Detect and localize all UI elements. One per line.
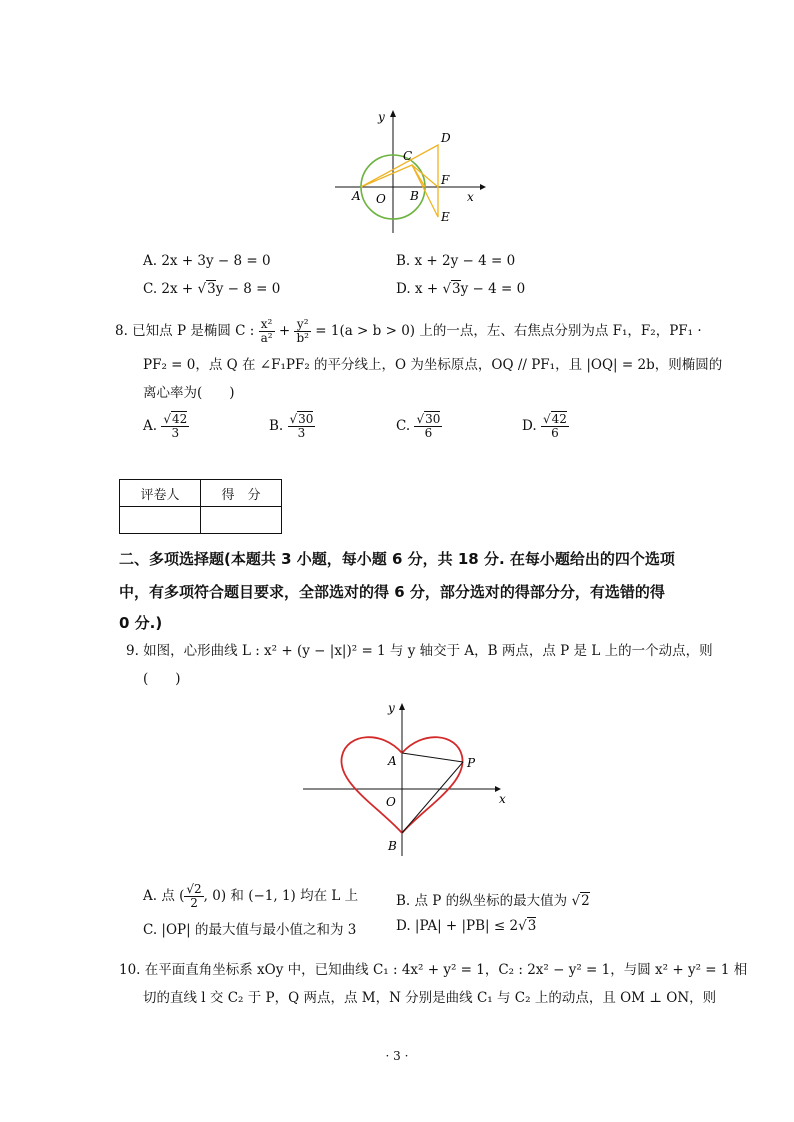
label-o: O — [386, 795, 396, 809]
q8-option-d-frac: $\frac{√42}{6}$ — [542, 412, 567, 440]
q9-option-a-post: , 0) 和 (−1, 1) 均在 L 上 — [203, 888, 359, 904]
label-a: A — [352, 189, 361, 203]
q9-option-d: D. |PA| + |PB| ≤ 2√3 — [396, 918, 537, 934]
q8-option-c-rad: 30 — [425, 412, 441, 426]
q9-option-b-rad: 2 — [581, 893, 590, 909]
q8-frac2-den: b² — [296, 331, 309, 345]
q9-option-a-frac — [184, 883, 203, 910]
y-axis-arrow — [390, 110, 396, 117]
q9-line1: 9. 如图，心形曲线 L : x² + (y − |x|)² = 1 与 y 轴交于 A，B 两点，点 P 是 L 上的一个动点，则 — [126, 643, 713, 659]
q8-option-d — [522, 413, 569, 440]
q8-frac2-num: y² — [294, 318, 311, 332]
q8-option-c — [396, 413, 442, 440]
q7-option-c-post: y − 8 = 0 — [215, 281, 281, 297]
section2-line1: 二、多项选择题(本题共 3 小题，每小题 6 分，共 18 分. 在每小题给出的四个选项 — [119, 550, 675, 568]
q8-intro: 8. 已知点 P 是椭圆 C : — [115, 323, 259, 339]
q8-line3: 离心率为( ) — [143, 385, 235, 401]
q8-option-b-frac: $\frac{√30}{3}$ — [289, 412, 314, 440]
q8-option-d-den: 6 — [551, 426, 559, 440]
q8-option-d-letter: D. — [522, 418, 541, 434]
q9-option-b: B. 点 P 的纵坐标的最大值为 √2 — [396, 893, 590, 909]
q9-option-a-num: √2 — [186, 882, 202, 896]
q7-option-d: D. x + √3y − 4 = 0 — [396, 281, 526, 297]
x-axis-arrow — [480, 184, 486, 190]
q8-frac1-den: a² — [260, 331, 273, 345]
label-p: P — [467, 756, 476, 770]
q10-line2: 切的直线 l 交 C₂ 于 P，Q 两点，点 M，N 分别是曲线 C₁ 与 C₂ 上的动点，且 OM ⊥ ON，则 — [143, 990, 717, 1006]
label-f: F — [441, 173, 450, 187]
q8-option-b-letter: B. — [269, 418, 288, 434]
q8-fraction-x — [259, 318, 275, 345]
q8-frac1-num: x² — [259, 318, 275, 332]
label-x: x — [467, 190, 474, 204]
label-b: B — [388, 839, 397, 853]
q8-option-a-letter: A. — [143, 418, 162, 434]
q8-option-c-letter: C. — [396, 418, 415, 434]
q7-option-d-radicand: 3 — [452, 281, 461, 297]
q7-option-c-pre: C. 2x + — [143, 281, 198, 297]
q9-option-a-pre: A. 点 ( — [143, 888, 185, 904]
section2-line2: 中，有多项符合题目要求，全部选对的得 6 分，部分选对的得部分分，有选错的得 — [119, 583, 665, 601]
q8-option-c-frac: $\frac{√30}{6}$ — [416, 412, 441, 440]
q7-option-b: B. x + 2y − 4 = 0 — [396, 253, 516, 269]
q9-option-c: C. |OP| 的最大值与最小值之和为 3 — [143, 922, 357, 938]
q9-line2: ( ) — [143, 671, 181, 687]
q8-line1 — [115, 318, 702, 345]
page-number: · 3 · — [385, 1049, 409, 1063]
score-table-reviewer-header: 评卷人 — [120, 480, 201, 507]
q7-option-c-radicand: 3 — [207, 281, 216, 297]
q8-option-b — [269, 413, 315, 440]
score-table-reviewer-cell[interactable] — [120, 507, 201, 534]
q8-option-a-den: 3 — [171, 426, 180, 440]
q8-option-b-rad: 30 — [298, 412, 314, 426]
q7-option-d-post: y − 4 = 0 — [460, 281, 526, 297]
label-y: y — [378, 110, 385, 124]
q9-option-d-pre: D. |PA| + |PB| ≤ 2 — [396, 918, 519, 934]
q8-option-b-den: 3 — [297, 426, 306, 440]
label-c: C — [403, 149, 413, 163]
label-a: A — [388, 754, 397, 768]
q10-line1: 10. 在平面直角坐标系 xOy 中，已知曲线 C₁ : 4x² + y² = 1，C₂ : 2x² − y² = 1，与圆 x² + y² = 1 相 — [119, 962, 748, 978]
score-table-score-cell[interactable] — [201, 507, 282, 534]
q8-option-a-frac: $\frac{√42}{3}$ — [163, 412, 188, 440]
figure-circle-triangle — [330, 105, 490, 240]
q9-option-a-den: 2 — [190, 896, 198, 910]
label-b: B — [410, 189, 419, 203]
score-table-score-header: 得 分 — [201, 480, 282, 507]
section2-line3: 0 分.) — [119, 614, 163, 632]
y-axis-arrow — [399, 703, 405, 710]
label-e: E — [441, 210, 450, 224]
q8-line1-rest: = 1(a > b > 0) 上的一点，左、右焦点分别为点 F₁，F₂，PF₁ · — [310, 323, 702, 339]
label-o: O — [376, 192, 386, 206]
q8-plus: + — [274, 323, 295, 339]
segment-ap — [402, 753, 463, 762]
q8-fraction-y — [294, 318, 311, 345]
segment-bp — [402, 762, 463, 833]
q7-option-a: A. 2x + 3y − 8 = 0 — [143, 253, 271, 269]
q8-option-c-den: 6 — [424, 426, 433, 440]
label-d: D — [441, 131, 451, 145]
score-table — [119, 479, 282, 534]
q8-option-d-rad: 42 — [551, 412, 567, 426]
label-y: y — [388, 701, 395, 715]
q8-option-a — [143, 413, 189, 440]
figure-heart — [300, 698, 515, 858]
q9-option-a — [143, 883, 358, 910]
q8-line2: PF₂ = 0，点 Q 在 ∠F₁PF₂ 的平分线上，O 为坐标原点，OQ // PF₁，且 |OQ| = 2b，则椭圆的 — [143, 357, 723, 373]
q9-option-d-rad: 3 — [527, 918, 537, 934]
q9-option-b-pre: B. 点 P 的纵坐标的最大值为 — [396, 893, 572, 909]
q8-option-a-rad: 42 — [172, 412, 188, 426]
q7-option-d-pre: D. x + — [396, 281, 443, 297]
q7-option-c: C. 2x + √3y − 8 = 0 — [143, 281, 281, 297]
label-x: x — [499, 792, 506, 806]
